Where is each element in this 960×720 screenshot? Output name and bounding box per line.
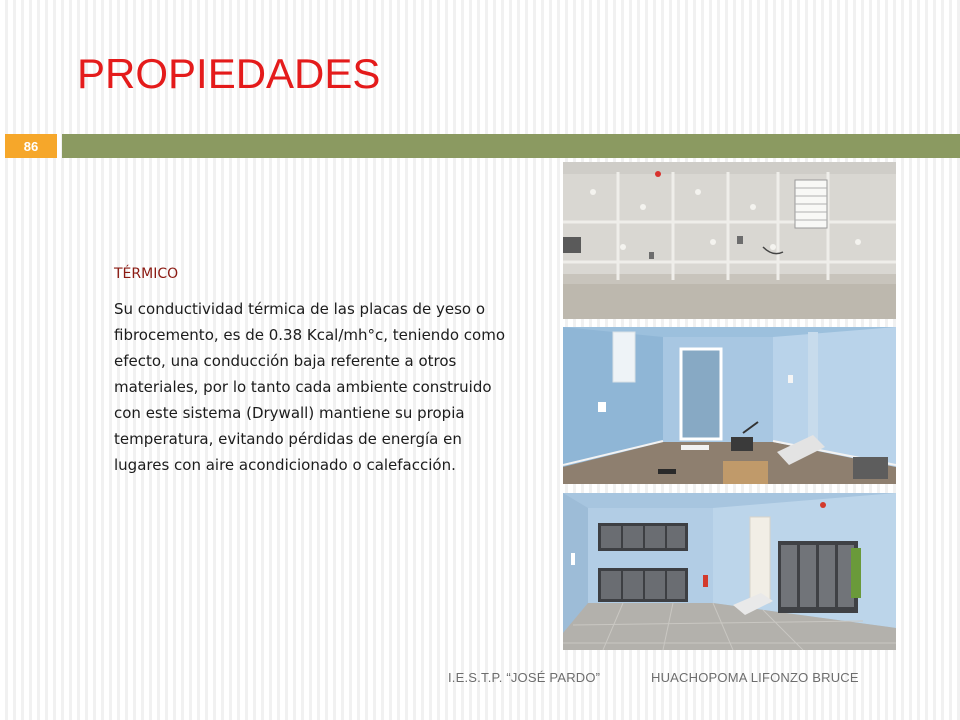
photo-blue-room	[563, 327, 896, 484]
text-content	[114, 266, 506, 478]
body-paragraph: Su conductividad térmica de las placas de yeso o fibrocemento, es de 0.38 Kcal/mh°c, teniendo como efecto, una conducción baja referente a otros materiales, por lo tanto cada ambiente construido con este sistema (Drywall) mantiene su propia temperatura, evitando pérdidas de energía en lugares con aire acondicionado o calefacción.	[114, 300, 505, 474]
header-divider-bar	[62, 134, 960, 158]
section-heading: TÉRMICO	[114, 266, 179, 282]
photo-garage-cabinets	[563, 493, 896, 650]
footer-author: HUACHOPOMA LIFONZO BRUCE	[651, 670, 859, 685]
footer-institution: I.E.S.T.P. “JOSÉ PARDO”	[448, 670, 601, 685]
slide-title: PROPIEDADES	[77, 50, 381, 97]
page-number-badge: 86	[5, 134, 57, 158]
photo-drywall-room	[563, 162, 896, 319]
